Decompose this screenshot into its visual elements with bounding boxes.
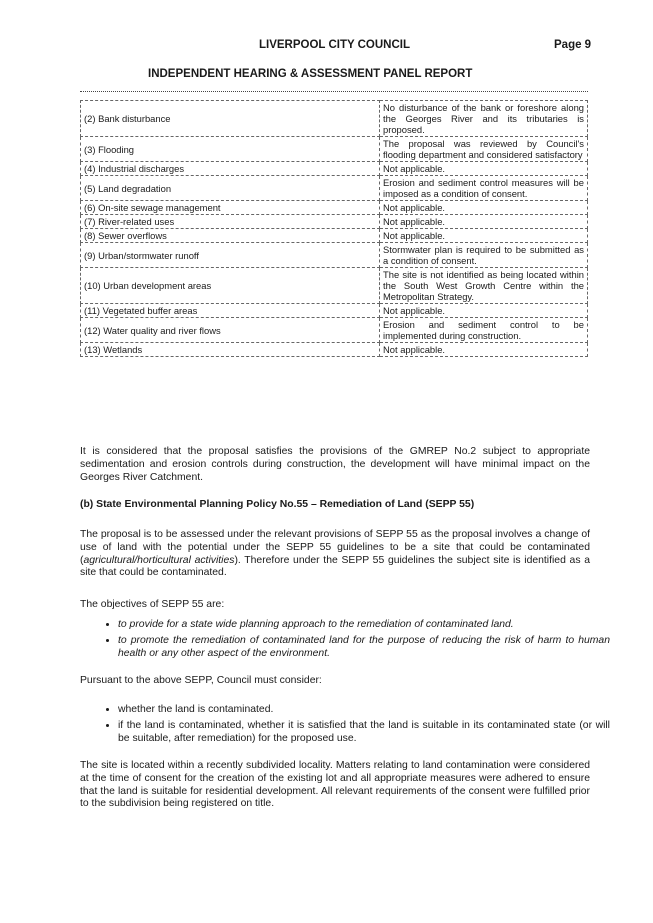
objective-item: • to promote the remediation of contaminated land for the purpose of reducing the risk of harm to human health or any other aspect of the environment. [118,634,610,661]
provision-item: (11) Vegetated buffer areas [81,304,380,318]
consideration-item: • if the land is contaminated, whether it is satisfied that the land is suitable in its contaminated state (or will be suitable, after remediation) for the proposed use. [118,719,610,746]
table-row [81,162,588,176]
objectives-intro: The objectives of SEPP 55 are: [80,599,225,610]
report-title: INDEPENDENT HEARING & ASSESSMENT PANEL REPORT [148,68,473,80]
provision-response: Not applicable. [380,229,588,243]
table-row [81,343,588,357]
provision-response: The proposal was reviewed by Council's flooding department and considered satisfactory [380,137,588,162]
provision-response: Not applicable. [380,304,588,318]
paragraph-gmrep-summary: It is considered that the proposal satisfies the provisions of the GMREP No.2 subject to appropriate sedimentation and erosion controls during construction, the development will have minimal impact on the Georges River Catchment. [80,446,590,483]
provision-response: Not applicable. [380,215,588,229]
table-row [81,229,588,243]
council-name: LIVERPOOL CITY COUNCIL [259,39,411,51]
paragraph-sepp55-part-a: The proposal is to be assessed under the relevant provisions of SEPP 55 as the proposal involves a change of use of land with the potential under the SEPP 55 guidelines to be a site that could be contaminated ( [80,529,590,566]
table-row [81,243,588,268]
header-divider [80,91,588,92]
provisions-table [80,100,588,357]
objectives-list [100,618,610,663]
provision-item: (8) Sewer overflows [81,229,380,243]
objective-item: • to provide for a state wide planning approach to the remediation of contaminated land. [118,618,610,632]
provision-response: Not applicable. [380,201,588,215]
table-row [81,201,588,215]
provision-item: (13) Wetlands [81,343,380,357]
provision-item: (9) Urban/stormwater runoff [81,243,380,268]
paragraph-sepp55-assessment [80,529,590,580]
table-row [81,304,588,318]
table-row [81,176,588,201]
table-row [81,318,588,343]
provision-item: (10) Urban development areas [81,268,380,304]
table-row [81,215,588,229]
provision-item: (5) Land degradation [81,176,380,201]
provision-item: (4) Industrial discharges [81,162,380,176]
consider-intro: Pursuant to the above SEPP, Council must consider: [80,675,322,686]
consideration-item: • whether the land is contaminated. [118,703,610,717]
table-row [81,268,588,304]
paragraph-site-contamination: The site is located within a recently subdivided locality. Matters relating to land contamination were considered at the time of consent for the creation of the existing lot and all appropriate measures were adhered to ensure that the land is suitable for residential development. All relevant requirements of the consent were fulfilled prior to the subdivision being registered on title. [80,760,590,810]
paragraph-sepp55-part-b: ). Therefore under the SEPP 55 guidelines the subject site is identified as a site that could be contaminated. [80,554,590,579]
table-row [81,101,588,137]
provision-response: Erosion and sediment control to be implemented during construction. [380,318,588,343]
provision-response: The site is not identified as being located within the South West Growth Centre within the Metropolitan Strategy. [380,268,588,304]
paragraph-sepp55-italic: agricultural/horticultural activities [83,554,235,566]
page-number: Page 9 [554,39,592,51]
provision-response: Not applicable. [380,343,588,357]
considerations-list [100,703,610,748]
provision-item: (6) On-site sewage management [81,201,380,215]
provision-response: Not applicable. [380,162,588,176]
table-row [81,137,588,162]
provision-item: (7) River-related uses [81,215,380,229]
provision-item: (3) Flooding [81,137,380,162]
provision-response: Stormwater plan is required to be submitted as a condition of consent. [380,243,588,268]
provision-response: No disturbance of the bank or foreshore along the Georges River and its tributaries is proposed. [380,101,588,137]
provision-item: (2) Bank disturbance [81,101,380,137]
provision-item: (12) Water quality and river flows [81,318,380,343]
provision-response: Erosion and sediment control measures will be imposed as a condition of consent. [380,176,588,201]
heading-sepp55: (b) State Environmental Planning Policy No.55 – Remediation of Land (SEPP 55) [80,499,475,510]
